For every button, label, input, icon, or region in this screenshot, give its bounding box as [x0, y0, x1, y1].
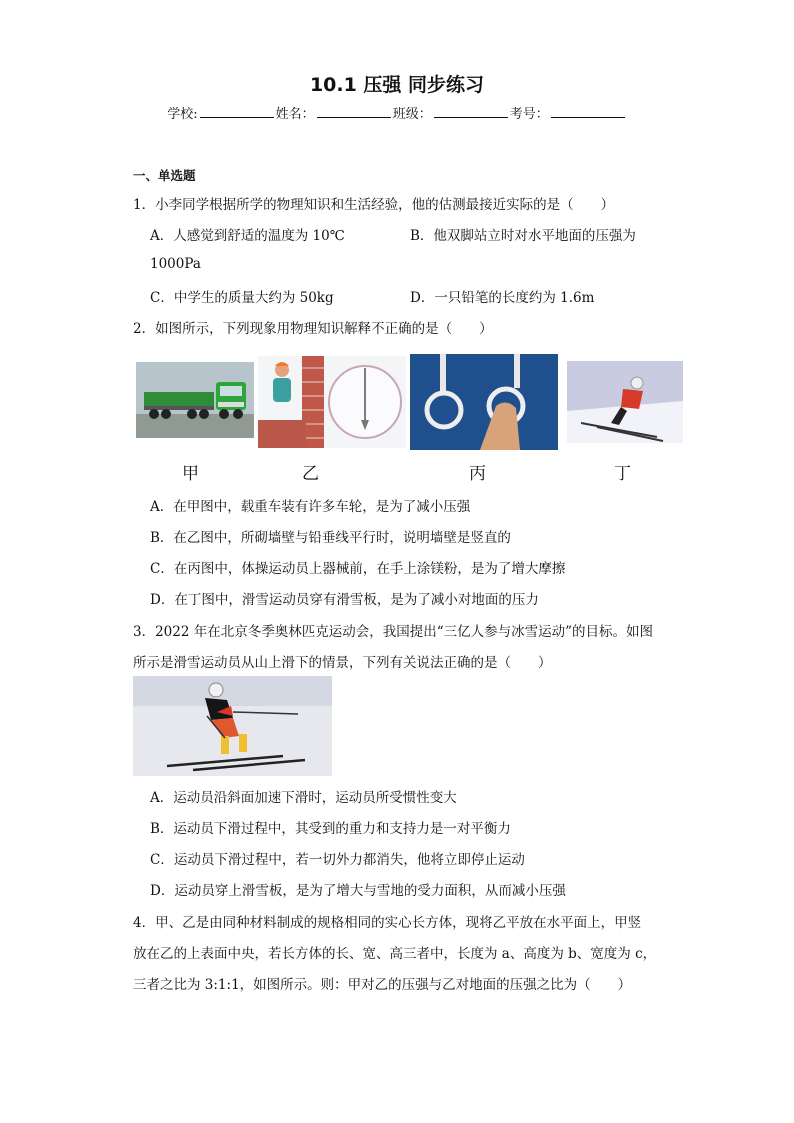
- skier-image: [567, 361, 683, 443]
- q4-stem-line3: 三者之比为 3:1:1，如图所示。则：甲对乙的压强与乙对地面的压强之比为（ ）: [133, 977, 632, 993]
- q2-stem: 2．如图所示，下列现象用物理知识解释不正确的是（ ）: [133, 321, 493, 337]
- page-title: 10.1 压强 同步练习: [309, 74, 485, 96]
- figure-label-jia: 甲: [182, 464, 199, 484]
- q1-stem: 1．小李同学根据所学的物理知识和生活经验，他的估测最接近实际的是（ ）: [133, 197, 615, 213]
- q1-option-d: D．一只铅笔的长度约为 1.6m: [410, 290, 595, 306]
- q2-option-b: B．在乙图中，所砌墙壁与铅垂线平行时，说明墙壁是竖直的: [150, 530, 511, 546]
- figure-label-yi: 乙: [302, 464, 319, 484]
- q3-stem-line2: 所示是滑雪运动员从山上滑下的情景，下列有关说法正确的是（ ）: [133, 655, 552, 671]
- q1-option-b: B．他双脚站立时对水平地面的压强为: [410, 228, 636, 244]
- truck-image: [136, 362, 254, 438]
- q1-option-a: A．人感觉到舒适的温度为 10℃: [150, 228, 345, 244]
- bricklayer-plumb-image: [258, 356, 406, 448]
- q2-option-d: D．在丁图中，滑雪运动员穿有滑雪板，是为了减小对地面的压力: [150, 592, 539, 608]
- gymnastic-rings-image: [410, 354, 558, 450]
- skier-downhill-image: [133, 676, 332, 776]
- school-blank: [200, 105, 274, 118]
- q2-option-c: C．在丙图中，体操运动员上器械前，在手上涂镁粉，是为了增大摩擦: [150, 561, 566, 577]
- section-title: 一、单选题: [133, 168, 196, 183]
- q1-option-b-cont: 1000Pa: [150, 256, 201, 272]
- number-label: 考号：: [509, 107, 549, 122]
- figure-label-bing: 丙: [469, 464, 486, 484]
- q3-option-c: C．运动员下滑过程中，若一切外力都消失，他将立即停止运动: [150, 852, 525, 868]
- q3-option-d: D．运动员穿上滑雪板，是为了增大与雪地的受力面积，从而减小压强: [150, 883, 566, 899]
- q2-option-a: A．在甲图中，载重车装有许多车轮，是为了减小压强: [150, 499, 471, 515]
- school-label: 学校:: [167, 107, 198, 122]
- class-blank: [434, 105, 508, 118]
- name-label: 姓名：: [275, 107, 315, 122]
- number-blank: [551, 105, 625, 118]
- q3-stem-line1: 3．2022 年在北京冬季奥林匹克运动会，我国提出“三亿人参与冰雪运动”的目标。如图: [133, 624, 654, 640]
- name-blank: [317, 105, 391, 118]
- figure-label-ding: 丁: [614, 464, 631, 484]
- q4-stem-line2: 放在乙的上表面中央，若长方体的长、宽、高三者中，长度为 a、高度为 b、宽度为 c，: [133, 946, 657, 962]
- q4-stem-line1: 4．甲、乙是由同种材料制成的规格相同的实心长方体，现将乙平放在水平面上，甲竖: [133, 915, 642, 931]
- q3-option-a: A．运动员沿斜面加速下滑时，运动员所受惯性变大: [150, 790, 457, 806]
- q1-option-c: C．中学生的质量大约为 50kg: [150, 290, 334, 306]
- q3-option-b: B．运动员下滑过程中，其受到的重力和支持力是一对平衡力: [150, 821, 511, 837]
- student-info-line: [0, 103, 794, 122]
- class-label: 班级：: [392, 107, 432, 122]
